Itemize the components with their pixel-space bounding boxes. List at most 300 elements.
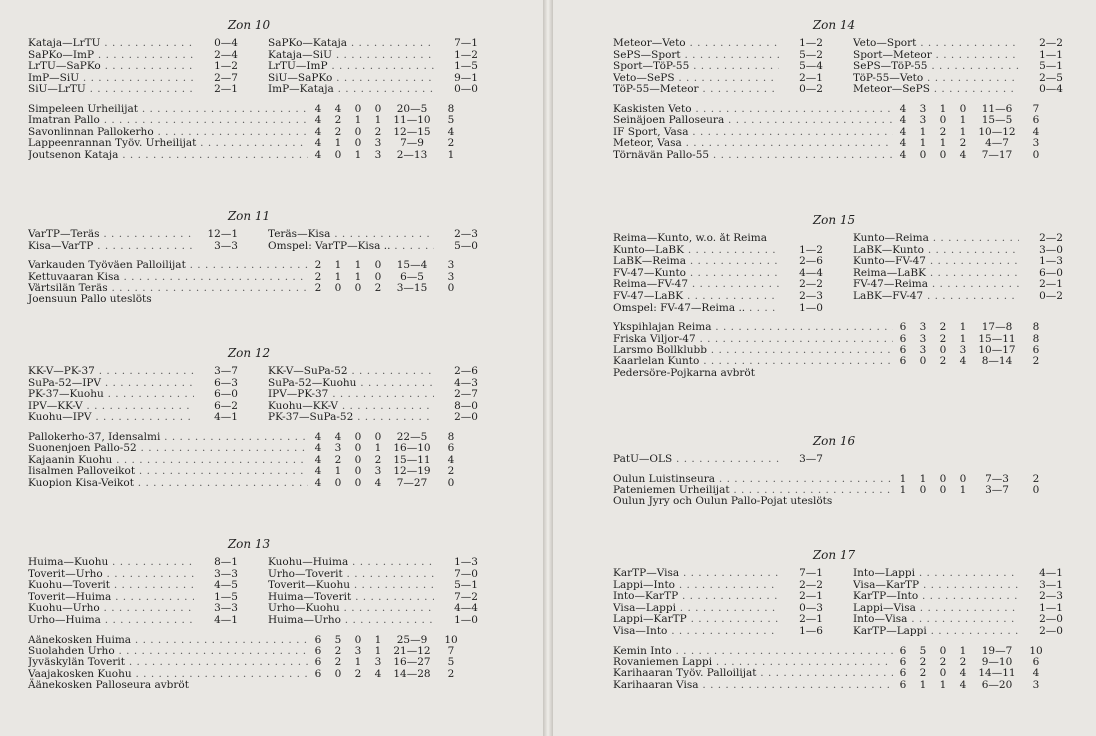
match-score: 7—2 [454,590,478,603]
points: 3 [447,270,455,283]
wins: 0 [334,476,342,489]
match-score: 0—4 [214,37,238,49]
match-score: 1—1 [1039,601,1063,614]
standings-table [28,432,470,489]
match-teams: KK-V—PK-37 . . . [28,366,194,378]
match-score: 1—2 [454,48,478,61]
played: 4 [314,465,322,478]
match-score: 1—5 [454,60,478,73]
goals: 3—15 [396,281,428,294]
wins: 4 [334,102,342,115]
team-name: Kaarlelan Kunto . . . [613,356,893,367]
match-row [28,378,238,390]
match-teams: ImP—Kataja . . . [268,84,434,96]
losses: 4 [374,476,382,489]
match-results [28,228,478,252]
match-row [268,229,478,241]
losses: 2 [374,453,382,466]
losses: 1 [374,644,382,657]
points: 2 [447,667,455,680]
draws: 0 [354,102,362,115]
draws: 2 [939,321,947,334]
match-column-left [28,229,238,252]
draws: 0 [939,343,947,356]
match-row [853,614,1063,626]
losses: 4 [374,667,382,680]
match-row [268,401,478,413]
team-name: Kajaanin Kuohu . . . [28,455,308,466]
losses: 1 [959,332,967,345]
wins: 3 [919,321,927,334]
played: 6 [314,633,322,646]
match-row [613,61,823,73]
goals: 25—9 [396,633,428,646]
zone-title: Zon 15 [812,213,856,227]
match-score: 5—2 [799,48,823,61]
losses: 0 [959,472,967,485]
zone-section [613,17,1063,161]
match-score: 1—2 [799,243,823,256]
points: 1 [447,148,455,161]
match-teams: Kuohu—Urho . . . [28,603,194,615]
played: 4 [314,137,322,150]
goals: 3—7 [985,483,1009,496]
played: 4 [314,114,322,127]
played: 6 [899,667,907,680]
match-row [28,84,238,96]
match-teams: PK-37—SuPa-52 . . . [268,412,434,424]
match-teams: Urho—Huima . . . [28,615,194,627]
points: 0 [1032,148,1040,161]
standings-table [613,104,1055,161]
match-row [853,291,1063,303]
match-score: 4—3 [454,376,478,389]
match-row [853,38,1063,50]
draws: 2 [939,655,947,668]
match-score: 2—2 [1039,232,1063,244]
played: 6 [899,321,907,334]
match-column-right [268,38,478,96]
wins: 2 [334,453,342,466]
draws: 1 [354,270,362,283]
draws: 1 [354,656,362,669]
match-score: 1—6 [799,624,823,637]
match-teams: LaBK—Kunto . . . [853,245,1019,257]
team-name: Pateniemen Urheilijat . . . [613,485,893,496]
match-row [853,50,1063,62]
goals: 8—14 [981,355,1013,368]
match-score: 6—3 [214,376,238,389]
match-row [28,615,238,627]
match-column-left [28,38,238,96]
goals: 6—20 [981,678,1013,691]
match-teams: Huima—Urho . . . [268,615,434,627]
played: 6 [899,655,907,668]
match-teams: Meteor—SePS . . . [853,84,1019,96]
points: 0 [447,281,455,294]
match-row [268,378,478,390]
match-row [268,389,478,401]
wins: 3 [919,102,927,115]
match-teams: Sport—Meteor . . . [853,50,1019,62]
zone-section [28,208,478,306]
match-score: 7—0 [454,567,478,580]
match-teams: Lappi—KarTP . . . [613,614,779,626]
team-name: Seinäjoen Palloseura . . . [613,115,893,126]
team-name: Meteor, Vasa . . . [613,138,893,149]
match-score: 3—7 [799,453,823,465]
losses: 0 [374,102,382,115]
played: 2 [314,270,322,283]
match-row [28,241,238,253]
left-page [0,0,543,736]
match-teams: KarTP—Visa . . . [613,568,779,580]
goals: 11—6 [981,102,1013,115]
losses: 1 [374,114,382,127]
match-teams: Urho—Toverit . . . [268,569,434,581]
match-teams: Reima—FV-47 . . . [613,279,779,291]
match-teams: KarTP—Into . . . [853,591,1019,603]
losses: 1 [374,442,382,455]
match-row [613,626,823,638]
match-score: 2—0 [1039,613,1063,626]
match-results [613,37,1063,96]
wins: 2 [919,667,927,680]
played: 6 [314,667,322,680]
wins: 2 [334,125,342,138]
team-name: Iisalmen Palloveikot . . . [28,466,308,477]
points: 2 [447,465,455,478]
draws: 0 [939,667,947,680]
match-teams: SiU—SaPKo . . . [268,73,434,85]
played: 4 [899,148,907,161]
losses: 3 [374,465,382,478]
losses: 0 [374,270,382,283]
match-teams: Into—KarTP . . . [613,591,779,603]
zone-section [613,433,1055,508]
match-teams: Omspel: FV-47—Reima .. . . . [613,303,779,315]
match-row [613,50,823,62]
wins: 1 [919,472,927,485]
points: 3 [1032,137,1040,150]
draws: 1 [939,102,947,115]
losses: 1 [959,114,967,127]
draws: 0 [354,281,362,294]
goals: 15—11 [978,332,1016,345]
played: 2 [314,281,322,294]
match-score: 2—2 [799,278,823,291]
match-score: 1—0 [454,613,478,626]
team-name: Simpeleen Urheilijat . . . [28,104,308,115]
match-score: 1—3 [1039,255,1063,268]
wins: 0 [334,667,342,680]
zone-section [28,536,478,692]
zone-note: Äänekosken Palloseura avbröt [28,679,189,692]
team-name: Friska Viljor-47 . . . [613,334,893,345]
goals: 20—5 [396,102,428,115]
team-name: Jyväskylän Toverit . . . [28,657,308,668]
match-score: 5—1 [454,579,478,592]
goals: 2—13 [396,148,428,161]
goals: 4—7 [985,137,1009,150]
match-score: 2—5 [1039,71,1063,84]
match-teams: IPV—KK-V . . . [28,401,194,413]
match-teams: TöP-55—Veto . . . [853,73,1019,85]
standings-row [28,138,470,149]
match-column-right [268,557,478,627]
match-column-left [613,454,823,466]
points: 0 [1032,483,1040,496]
match-row [28,592,238,604]
match-score: 2—6 [454,365,478,377]
match-row [268,580,478,592]
match-column-right [853,454,1063,466]
draws: 0 [354,633,362,646]
match-score: 2—3 [799,289,823,302]
match-row [853,568,1063,580]
match-score: 1—3 [454,556,478,568]
wins: 1 [334,270,342,283]
draws: 0 [354,476,362,489]
match-results [613,232,1063,314]
match-score: 2—3 [1039,590,1063,603]
match-row [28,569,238,581]
match-score: 2—1 [799,71,823,84]
match-results [28,37,478,96]
played: 4 [314,442,322,455]
points: 8 [1032,332,1040,345]
match-row [613,279,823,291]
team-name: Savonlinnan Pallokerho . . . [28,127,308,138]
match-row [613,591,823,603]
standings-row [28,466,470,477]
points: 3 [447,259,455,272]
standings-table [28,260,470,306]
match-teams: ImP—SiU . . . [28,73,194,85]
goals: 21—12 [393,644,431,657]
standings-row [613,322,1055,333]
match-row [613,614,823,626]
match-score: 0—2 [799,83,823,96]
draws: 0 [354,125,362,138]
match-teams: LaBK—Reima . . . [613,256,779,268]
page-gutter [543,0,553,736]
match-score: 3—3 [214,239,238,252]
match-score: 8—1 [214,556,238,568]
match-teams: Veto—Sport . . . [853,38,1019,50]
match-teams: Kuohu—KK-V . . . [268,401,434,413]
goals: 16—27 [393,656,431,669]
match-score: 4—5 [214,579,238,592]
points: 6 [1032,655,1040,668]
match-teams: FV-47—Kunto . . . [613,268,779,280]
match-row [28,38,238,50]
wins: 1 [334,259,342,272]
match-score: 12—1 [207,228,238,240]
points: 4 [1032,125,1040,138]
played: 4 [314,148,322,161]
match-teams: KK-V—SuPa-52 . . . [268,366,434,378]
match-score: 0—3 [799,601,823,614]
draws: 0 [354,430,362,443]
losses: 2 [374,125,382,138]
match-row [28,366,238,378]
team-name: Oulun Luistinseura . . . [613,474,893,485]
wins: 0 [919,483,927,496]
draws: 1 [354,259,362,272]
match-results [613,567,1063,638]
played: 4 [899,102,907,115]
match-row [613,291,823,303]
wins: 0 [919,355,927,368]
match-row [28,61,238,73]
points: 3 [1032,678,1040,691]
match-teams: PatU—OLS . . . [613,454,779,466]
played: 4 [314,453,322,466]
match-score: 2—2 [799,578,823,591]
match-row [28,73,238,85]
team-name: Suonenjoen Pallo-52 . . . [28,443,308,454]
match-score: 3—0 [1039,243,1063,256]
wins: 1 [334,137,342,150]
match-teams: Kunto—FV-47 . . . [853,256,1019,268]
wins: 1 [334,465,342,478]
match-row [268,84,478,96]
match-row [613,233,823,245]
wins: 0 [334,281,342,294]
standings-table [28,635,470,692]
wins: 3 [919,114,927,127]
match-row [853,61,1063,73]
draws: 0 [939,472,947,485]
draws: 2 [354,667,362,680]
match-score: 2—6 [799,255,823,268]
match-teams: FV-47—Reima . . . [853,279,1019,291]
match-row [268,615,478,627]
match-row [268,412,478,424]
losses: 2 [374,281,382,294]
match-score: 2—0 [1039,624,1063,637]
match-results [613,454,1055,466]
match-row [613,454,823,466]
wins: 0 [334,148,342,161]
standings-row [28,150,470,161]
match-score: 9—1 [454,71,478,84]
match-score: 6—2 [214,399,238,412]
points: 6 [1032,343,1040,356]
played: 6 [899,355,907,368]
draws: 0 [354,453,362,466]
match-teams: Kuohu—Huima . . . [268,557,434,569]
draws: 0 [354,442,362,455]
played: 4 [899,114,907,127]
match-teams: Visa—KarTP . . . [853,580,1019,592]
match-teams: Lappi—Visa . . . [853,603,1019,615]
team-name: Imatran Pallo . . . [28,115,308,126]
zone-section [613,547,1063,691]
goals: 7—27 [396,476,428,489]
match-score: 2—0 [454,411,478,424]
standings-table [613,322,1055,379]
wins: 2 [334,114,342,127]
right-page [553,0,1096,736]
team-name: Lappeenrannan Työv. Urheilijat . . . [28,138,308,149]
match-row [853,580,1063,592]
zone-title: Zon 13 [227,537,271,551]
match-score: 2—4 [214,48,238,61]
team-name: Karihaaran Työv. Palloilijat . . . [613,668,893,679]
losses: 4 [959,148,967,161]
match-row [28,603,238,615]
match-teams: LaBK—FV-47 . . . [853,291,1019,303]
match-teams: Kunto—LaBK . . . [613,245,779,257]
team-name: Pallokerho-37, Idensalmi . . . [28,432,308,443]
match-row [613,580,823,592]
match-teams: KarTP—Lappi . . . [853,626,1019,638]
played: 2 [314,259,322,272]
match-row [613,73,823,85]
zone-note: Oulun Jyry och Oulun Pallo-Pojat uteslöts [613,495,833,508]
match-row [853,603,1063,615]
match-row [28,580,238,592]
zone-section [28,345,478,489]
match-row [613,38,823,50]
played: 4 [314,102,322,115]
match-row [268,557,478,569]
match-row [268,569,478,581]
match-score: 6—0 [214,388,238,401]
match-row [613,568,823,580]
match-row [853,233,1063,245]
match-row [853,84,1063,96]
points: 10 [444,633,458,646]
match-score: 2—1 [1039,278,1063,291]
played: 4 [314,125,322,138]
draws: 0 [939,114,947,127]
wins: 2 [334,644,342,657]
match-score: 4—1 [1039,567,1063,579]
losses: 3 [374,656,382,669]
match-row [613,303,823,315]
draws: 1 [939,678,947,691]
match-teams: Veto—SePS . . . [613,73,779,85]
draws: 2 [939,332,947,345]
match-score: 1—5 [214,590,238,603]
team-name: IF Sport, Vasa . . . [613,127,893,138]
match-row [853,591,1063,603]
match-score: 2—3 [454,228,478,240]
match-teams: PK-37—Kuohu . . . [28,389,194,401]
losses: 1 [959,125,967,138]
match-row [28,389,238,401]
losses: 3 [959,343,967,356]
match-column-left [613,568,823,638]
match-row [28,401,238,413]
zone-note: Joensuun Pallo uteslöts [28,293,152,306]
points: 8 [447,102,455,115]
losses: 0 [374,259,382,272]
losses: 4 [959,678,967,691]
team-name: Karihaaran Visa . . . [613,680,893,691]
standings-row [613,138,1055,149]
match-score: 2—1 [799,613,823,626]
zone-title: Zon 10 [227,18,271,32]
match-score: 2—1 [799,590,823,603]
match-score: 2—7 [214,71,238,84]
match-column-right [268,229,478,252]
match-teams: Reima—LaBK . . . [853,268,1019,280]
standings-row [613,356,1055,367]
